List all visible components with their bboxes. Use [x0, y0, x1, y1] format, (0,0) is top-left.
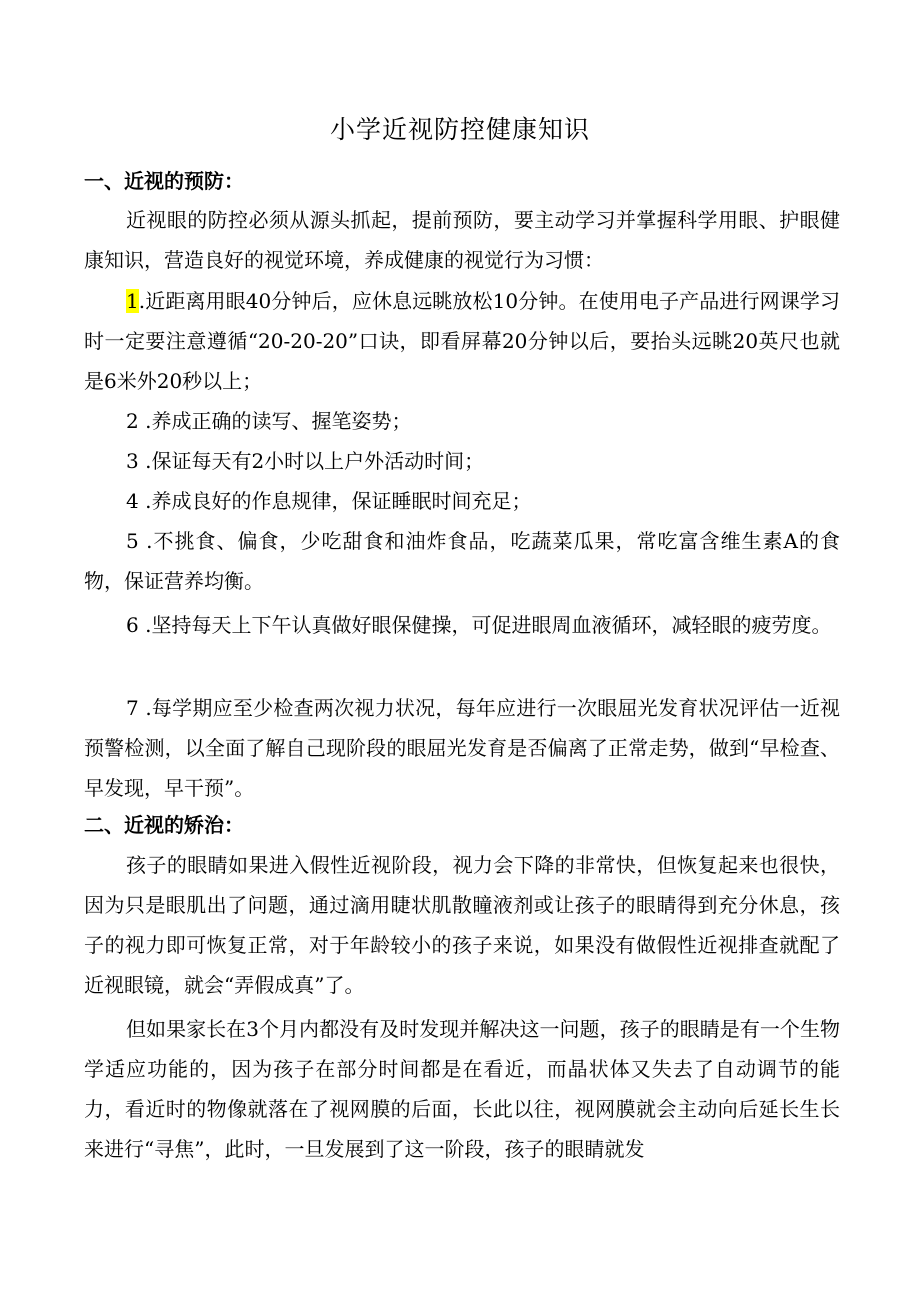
- prevention-item-1: [84, 281, 840, 401]
- section-heading-prevention: 一、近视的预防：: [84, 169, 244, 193]
- prevention-item-2: 2 .养成正确的读写、握笔姿势；: [126, 409, 412, 433]
- prevention-item-4: 4 .养成良好的作息规律，保证睡眠时间充足；: [126, 489, 532, 513]
- highlighted-number: 1: [126, 289, 139, 313]
- section-heading-treatment: 二、近视的矫治：: [84, 813, 244, 837]
- page-title: 小学近视防控健康知识: [329, 115, 590, 144]
- prevention-item-3: 3 .保证每天有2小时以上户外活动时间；: [126, 449, 485, 473]
- treatment-paragraph-1: 孩子的眼睛如果进入假性近视阶段，视力会下降的非常快，但恢复起来也很快，因为只是眼肌出了问题，通过滴用睫状肌散瞳液剂或让孩子的眼睛得到充分休息，孩子的视力即可恢复正常，对于年龄较小的孩子来说，如果没有做假性近视排查就配了近视眼镜，就会“弄假成真”了。: [84, 853, 840, 997]
- treatment-paragraph-2: 但如果家长在3个月内都没有及时发现并解决这一问题，孩子的眼睛是有一个生物学适应功能的，因为孩子在部分时间都是在看近，而晶状体又失去了自动调节的能力，看近时的物像就落在了视网膜的后面，长此以往，视网膜就会主动向后延长生长来进行“寻焦”，此时，一旦发展到了这一阶段，孩子的眼睛就发: [84, 1017, 840, 1161]
- prevention-item-7: 7 .每学期应至少检查两次视力状况，每年应进行一次眼屈光发育状况评估一近视预警检测，以全面了解自己现阶段的眼屈光发育是否偏离了正常走势，做到“早检查、早发现，早干预”。: [84, 696, 840, 800]
- prevention-intro: 近视眼的防控必须从源头抓起，提前预防，要主动学习并掌握科学用眼、护眼健康知识，营造良好的视觉环境，养成健康的视觉行为习惯：: [84, 208, 840, 272]
- prevention-item-1-text: .近距离用眼40分钟后，应休息远眺放松10分钟。在使用电子产品进行网课学习时一定要注意遵循“20-20-20”口诀，即看屏幕20分钟以后，要抬头远眺20英尺也就是6米外20秒以上；: [84, 289, 840, 393]
- prevention-item-5: 5 .不挑食、偏食，少吃甜食和油炸食品，吃蔬菜瓜果，常吃富含维生素A的食物，保证营养均衡。: [84, 529, 840, 593]
- prevention-item-6: 6 .坚持每天上下午认真做好眼保健操，可促进眼周血液循环，减轻眼的疲劳度。: [126, 613, 832, 637]
